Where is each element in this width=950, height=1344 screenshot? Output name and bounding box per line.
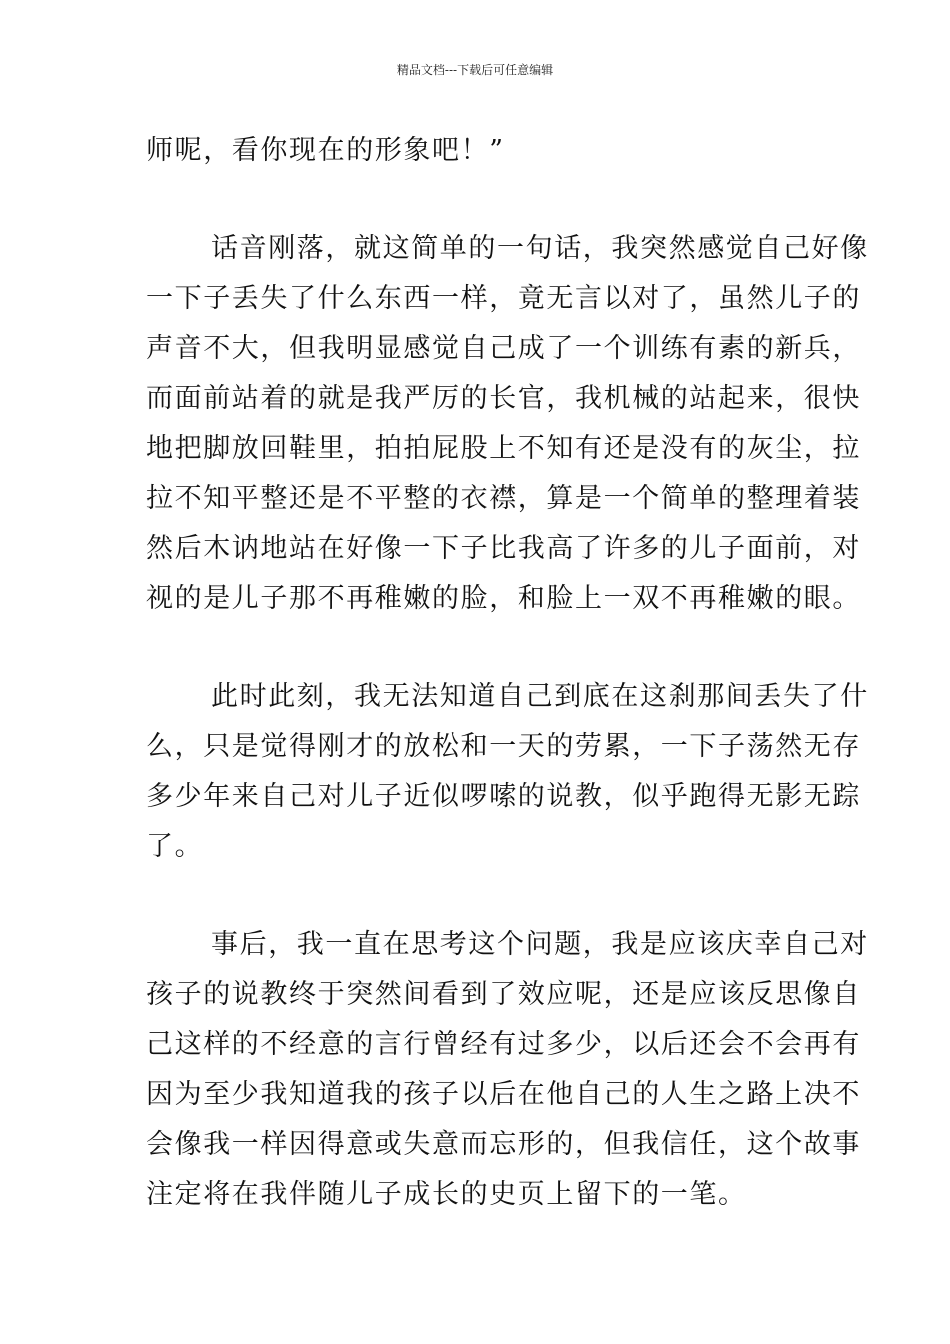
paragraph-line: 了。 <box>146 831 204 862</box>
paragraph-line: 孩子的说教终于突然间看到了效应呢，还是应该反思像自 <box>146 979 861 1010</box>
paragraph-line: 么，只是觉得刚才的放松和一天的劳累，一下子荡然无存 <box>146 731 861 762</box>
paragraph-line: 一下子丢失了什么东西一样，竟无言以对了，虽然儿子的 <box>146 283 861 314</box>
paragraph-line: 地把脚放回鞋里，拍拍屁股上不知有还是没有的灰尘，拉 <box>146 433 861 464</box>
paragraph-line: 师呢，看你现在的形象吧！” <box>146 135 505 166</box>
paragraph-line: 注定将在我伴随儿子成长的史页上留下的一笔。 <box>146 1179 747 1210</box>
paragraph-line: 事后，我一直在思考这个问题，我是应该庆幸自己对 <box>211 929 869 960</box>
paragraph-line: 声音不大，但我明显感觉自己成了一个训练有素的新兵， <box>146 333 861 364</box>
paragraph-line: 视的是儿子那不再稚嫩的脸，和脸上一双不再稚嫩的眼。 <box>146 583 861 614</box>
paragraph-line: 而面前站着的就是我严厉的长官，我机械的站起来，很快 <box>146 383 861 414</box>
paragraph-line: 此时此刻，我无法知道自己到底在这刹那间丢失了什 <box>211 681 869 712</box>
paragraph-line: 因为至少我知道我的孩子以后在他自己的人生之路上决不 <box>146 1079 861 1110</box>
paragraph-line: 话音刚落，就这简单的一句话，我突然感觉自己好像 <box>211 233 869 264</box>
paragraph-line: 会像我一样因得意或失意而忘形的，但我信任，这个故事 <box>146 1129 861 1160</box>
paragraph-line: 拉不知平整还是不平整的衣襟，算是一个简单的整理着装 <box>146 483 861 514</box>
paragraph-line: 己这样的不经意的言行曾经有过多少，以后还会不会再有 <box>146 1029 861 1060</box>
paragraph-line: 然后木讷地站在好像一下子比我高了许多的儿子面前，对 <box>146 533 861 564</box>
paragraph-line: 多少年来自己对儿子近似啰嗦的说教，似乎跑得无影无踪 <box>146 781 861 812</box>
page-header: 精品文档---下载后可任意编辑 <box>396 63 554 77</box>
